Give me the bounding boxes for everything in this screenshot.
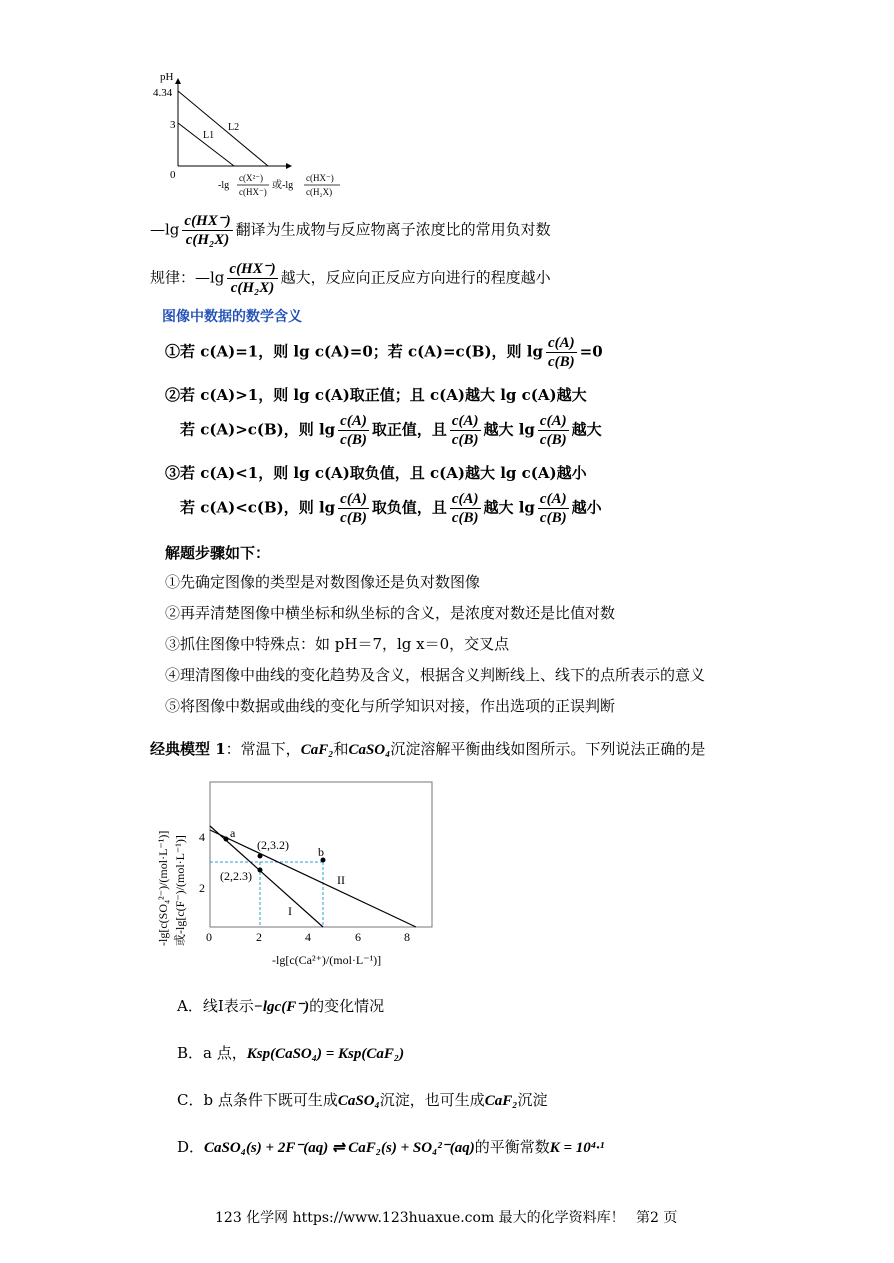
rule-line bbox=[150, 260, 551, 297]
step-1: ①先确定图像的类型是对数图像还是负对数图像 bbox=[165, 573, 481, 591]
fig2-label-line-I: I bbox=[288, 904, 292, 918]
fraction-ca-cb bbox=[338, 412, 369, 449]
fig2-y-tick-4: 4 bbox=[199, 830, 205, 844]
definition-prefix: —lg bbox=[150, 220, 180, 239]
option-d-text-1: 的平衡常数 bbox=[474, 1138, 550, 1156]
fig1-x-arrow bbox=[286, 163, 292, 169]
frac-den: c(B) bbox=[340, 510, 367, 526]
section-heading: 图像中数据的数学含义 bbox=[162, 309, 302, 325]
math-rule-5-a: 若 c(A)<c(B)，则 lg bbox=[180, 498, 336, 517]
fraction-ca-cb bbox=[450, 490, 481, 527]
rule-num: c(HX⁻) bbox=[229, 261, 276, 277]
fig2-x-tick-8: 8 bbox=[404, 930, 410, 944]
fig1-y-label: pH bbox=[160, 71, 174, 83]
fig2-label-p1: (2,3.2) bbox=[257, 838, 289, 852]
frac-num: c(A) bbox=[340, 491, 367, 507]
solubility-figure bbox=[150, 778, 450, 973]
frac-num: c(A) bbox=[547, 335, 575, 351]
math-rule-5 bbox=[180, 490, 602, 527]
frac-num: c(A) bbox=[539, 491, 567, 507]
fig1-x-frac2-den: c(H₂X) bbox=[306, 187, 333, 197]
frac-den: c(B) bbox=[451, 510, 479, 526]
option-b-expr: Ksp(CaSO₄) = Ksp(CaF₂) bbox=[246, 1046, 405, 1062]
definition-text: 翻译为生成物与反应物离子浓度比的常用负对数 bbox=[235, 220, 551, 239]
rule-den: c(H₂X) bbox=[230, 280, 275, 296]
math-rule-5-b: 取负值，且 bbox=[371, 498, 447, 517]
model-text-3: 沉淀溶解平衡曲线如图所示。下列说法正确的是 bbox=[390, 740, 706, 758]
model-text-2: 和 bbox=[333, 740, 349, 758]
fig2-point-2-23 bbox=[258, 868, 263, 873]
frac-den: c(B) bbox=[340, 432, 367, 448]
caso4-formula: CaSO₄ bbox=[348, 742, 391, 758]
option-d-expr: CaSO₄(s) + 2F⁻(aq) ⇌ CaF₂(s) + SO₄²⁻(aq) bbox=[204, 1140, 475, 1156]
rule-fraction bbox=[227, 260, 277, 297]
frac-num: c(A) bbox=[451, 491, 479, 507]
frac-num: c(A) bbox=[451, 413, 479, 429]
frac-den: c(B) bbox=[539, 510, 567, 526]
step-4: ④理清图像中曲线的变化趋势及含义，根据含义判断线上、线下的点所表示的意义 bbox=[165, 666, 706, 684]
fraction-ca-cb bbox=[538, 490, 569, 527]
fig1-y-arrow bbox=[175, 78, 181, 84]
fig2-x-tick-4: 4 bbox=[305, 930, 311, 944]
option-c-letter: C． bbox=[177, 1091, 204, 1109]
fig1-label-l1: L1 bbox=[203, 130, 215, 141]
caf2-formula: CaF₂ bbox=[300, 742, 334, 758]
math-rule-1 bbox=[165, 334, 603, 371]
fig2-x-tick-0: 0 bbox=[206, 930, 212, 944]
definition-line bbox=[150, 212, 551, 249]
option-c-text-1: b 点条件下既可生成 bbox=[203, 1091, 338, 1109]
fig2-x-tick-2: 2 bbox=[256, 930, 262, 944]
fig1-x-prefix: -lg bbox=[218, 180, 230, 191]
fig1-x-frac1-den: c(HX⁻) bbox=[239, 187, 267, 197]
fig1-label-l2: L2 bbox=[228, 122, 240, 133]
fig1-y-tick-434: 4.34 bbox=[153, 87, 173, 99]
option-c-text-3: 沉淀 bbox=[517, 1091, 548, 1109]
option-a[interactable] bbox=[177, 995, 384, 1016]
option-d[interactable] bbox=[177, 1136, 604, 1157]
frac-den: c(B) bbox=[539, 432, 567, 448]
fraction-ca-cb bbox=[538, 412, 569, 449]
fig1-x-mid: 或-lg bbox=[272, 180, 294, 191]
definition-num: c(HX⁻) bbox=[184, 213, 231, 229]
fig2-label-p2: (2,2.3) bbox=[220, 869, 252, 883]
fig2-point-a bbox=[224, 837, 229, 842]
fig2-y-tick-2: 2 bbox=[199, 881, 205, 895]
fig1-x-frac1-num: c(X²⁻) bbox=[239, 173, 263, 183]
step-2: ②再弄清楚图像中横坐标和纵坐标的含义，是浓度对数还是比值对数 bbox=[165, 604, 616, 622]
fig1-line-l2 bbox=[178, 91, 268, 166]
math-rule-3-b: 取正值，且 bbox=[371, 420, 447, 439]
step-5: ⑤将图像中数据或曲线的变化与所学知识对接，作出选项的正误判断 bbox=[165, 697, 616, 715]
fig2-x-label: -lg[c(Ca²⁺)/(mol·L⁻¹)] bbox=[272, 953, 382, 967]
steps-title: 解题步骤如下： bbox=[165, 544, 271, 562]
option-d-letter: D． bbox=[177, 1138, 205, 1156]
frac-num: c(A) bbox=[340, 413, 367, 429]
rule-prefix: 规律：—lg bbox=[150, 268, 225, 287]
fig2-label-line-II: II bbox=[337, 873, 345, 887]
math-rule-3-c: 越大 lg bbox=[483, 420, 535, 439]
math-rule-5-d: 越小 bbox=[571, 498, 602, 517]
frac-den: c(B) bbox=[451, 432, 479, 448]
option-c-text-2: 沉淀，也可生成 bbox=[379, 1091, 485, 1109]
model-label: 经典模型 1 bbox=[150, 740, 226, 758]
fraction-ca-cb bbox=[546, 334, 577, 371]
option-b-letter: B． bbox=[177, 1044, 204, 1062]
rule-text: 越大，反应向正反应方向进行的程度越小 bbox=[280, 268, 551, 287]
step-3: ③抓住图像中特殊点：如 pH＝7，lg x＝0，交叉点 bbox=[165, 635, 510, 653]
footer-page-number: 第2 页 bbox=[636, 1210, 678, 1226]
fig2-y-label-2: 或-lg[c(F⁻)/(mol·L⁻¹)] bbox=[173, 835, 187, 946]
footer-site: 123 化学网 https://www.123huaxue.com 最大的化学资料库！ bbox=[215, 1210, 625, 1226]
fig2-y-label-1: -lg[c(SO₄²⁻)/(mol·L⁻¹)] bbox=[156, 830, 170, 946]
option-b-text-1: a 点， bbox=[203, 1044, 247, 1062]
definition-fraction bbox=[182, 212, 232, 249]
option-a-text-1: 线Ⅰ表示 bbox=[202, 997, 254, 1015]
option-a-letter: A． bbox=[177, 997, 203, 1015]
math-rule-1-end: =0 bbox=[579, 342, 603, 361]
math-rule-1-text: ①若 c(A)=1，则 lg c(A)=0；若 c(A)=c(B)，则 lg bbox=[165, 342, 543, 361]
math-rule-5-c: 越大 lg bbox=[483, 498, 535, 517]
fig2-point-2-32 bbox=[258, 854, 263, 859]
fraction-ca-cb bbox=[338, 490, 369, 527]
fig1-y-tick-3: 3 bbox=[170, 119, 176, 131]
option-d-expr-2: K = 10⁴·¹ bbox=[549, 1140, 605, 1156]
math-rule-3 bbox=[180, 412, 602, 449]
math-rule-2: ②若 c(A)>1，则 lg c(A)取正值；且 c(A)越大 lg c(A)越大 bbox=[165, 386, 587, 404]
option-a-expr: −lgc(F⁻) bbox=[253, 999, 310, 1015]
fig2-label-a: a bbox=[230, 826, 236, 840]
fig1-y-tick-0: 0 bbox=[170, 169, 176, 181]
option-b[interactable] bbox=[177, 1042, 404, 1063]
option-c-expr-1: CaSO₄ bbox=[337, 1093, 380, 1109]
fig1-x-frac2-num: c(HX⁻) bbox=[306, 173, 334, 183]
option-c[interactable] bbox=[177, 1089, 548, 1110]
option-a-text-2: 的变化情况 bbox=[309, 997, 385, 1015]
model-question bbox=[150, 738, 705, 759]
fig2-x-tick-6: 6 bbox=[355, 930, 361, 944]
frac-num: c(A) bbox=[539, 413, 567, 429]
definition-den: c(H₂X) bbox=[185, 232, 230, 248]
model-text-1: ：常温下， bbox=[225, 740, 301, 758]
math-rule-4: ③若 c(A)<1，则 lg c(A)取负值，且 c(A)越大 lg c(A)越小 bbox=[165, 464, 587, 482]
math-rule-3-d: 越大 bbox=[571, 420, 602, 439]
fig2-label-b: b bbox=[318, 845, 324, 859]
ph-figure bbox=[148, 68, 348, 204]
option-c-expr-2: CaF₂ bbox=[484, 1093, 518, 1109]
math-rule-3-a: 若 c(A)>c(B)，则 lg bbox=[180, 420, 336, 439]
frac-den: c(B) bbox=[547, 354, 575, 370]
fraction-ca-cb bbox=[450, 412, 481, 449]
